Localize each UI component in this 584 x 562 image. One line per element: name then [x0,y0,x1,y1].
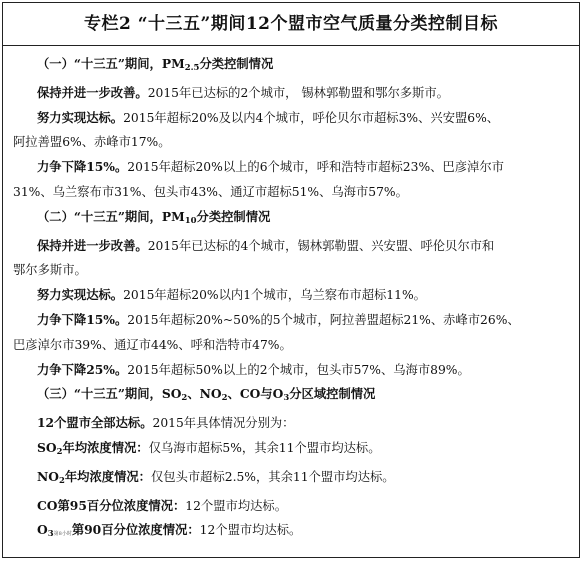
pm10-keep: 保持并进一步改善。2015年已达标的4个城市，锡林郭勒盟、兴安盟、呼伦贝尔市和 [37,237,495,253]
pm10-reduce15-cont: 巴彦淖尔市39%、通辽市44%、呼和浩特市47%。 [13,337,292,352]
pm25-heading: （一）“十三五”期间，$PM_{2.5}$分类控制情况 [37,56,274,73]
o3-line: $O_3$第8小时第90百分位浓度情况：12个盟市均达标。 [37,522,302,540]
others-heading: （三）“十三五”期间，$SO_2$、$NO_2$、CO与$O_3$分区域控制情况 [37,386,376,404]
pm10-keep-cont: 鄂尔多斯市。 [13,263,87,278]
pm10-effort: 努力实现达标。2015年超标20%以内1个城市，乌兰察布市超标11%。 [37,287,426,303]
so2-line: $SO_2$年均浓度情况：仅乌海市超标5%，其余11个盟市均达标。 [37,439,381,457]
co-line: CO第95百分位浓度情况：12个盟市均达标。 [37,497,288,513]
pm10-reduce15: 力争下降15%。2015年超标20%~50%的5个城市，阿拉善盟超标21%、赤峰市26%、 [37,311,520,327]
pm25-reduce-cont: 31%、乌兰察布市31%、包头市43%、通辽市超标51%、乌海市57%。 [13,184,408,199]
pm10-heading: （二）“十三五”期间，$PM_{10}$分类控制情况 [37,208,271,226]
box-content [3,46,579,547]
feature-box [2,2,580,558]
no2-line: $NO_2$年均浓度情况：仅包头市超标2.5%，其余11个盟市均达标。 [37,468,395,486]
pm25-effort-cont: 阿拉善盟6%、赤峰市17%。 [13,135,171,150]
pm25-keep: 保持并进一步改善。2015年已达标的2个城市， 锡林郭勒盟和鄂尔多斯市。 [37,84,449,100]
pm25-effort: 努力实现达标。2015年超标20%及以内4个城市，呼伦贝尔市超标3%、兴安盟6%、 [37,109,500,125]
others-all: 12个盟市全部达标。2015年具体情况分别为： [37,415,295,431]
box-title: 专栏2 “十三五”期间12个盟市空气质量分类控制目标 [3,3,579,46]
pm25-reduce: 力争下降15%。2015年超标20%以上的6个城市，呼和浩特市超标23%、巴彦淖尔市 [37,159,504,175]
pm10-reduce25: 力争下降25%。2015年超标50%以上的2个城市，包头市57%、乌海市89%。 [37,361,470,377]
